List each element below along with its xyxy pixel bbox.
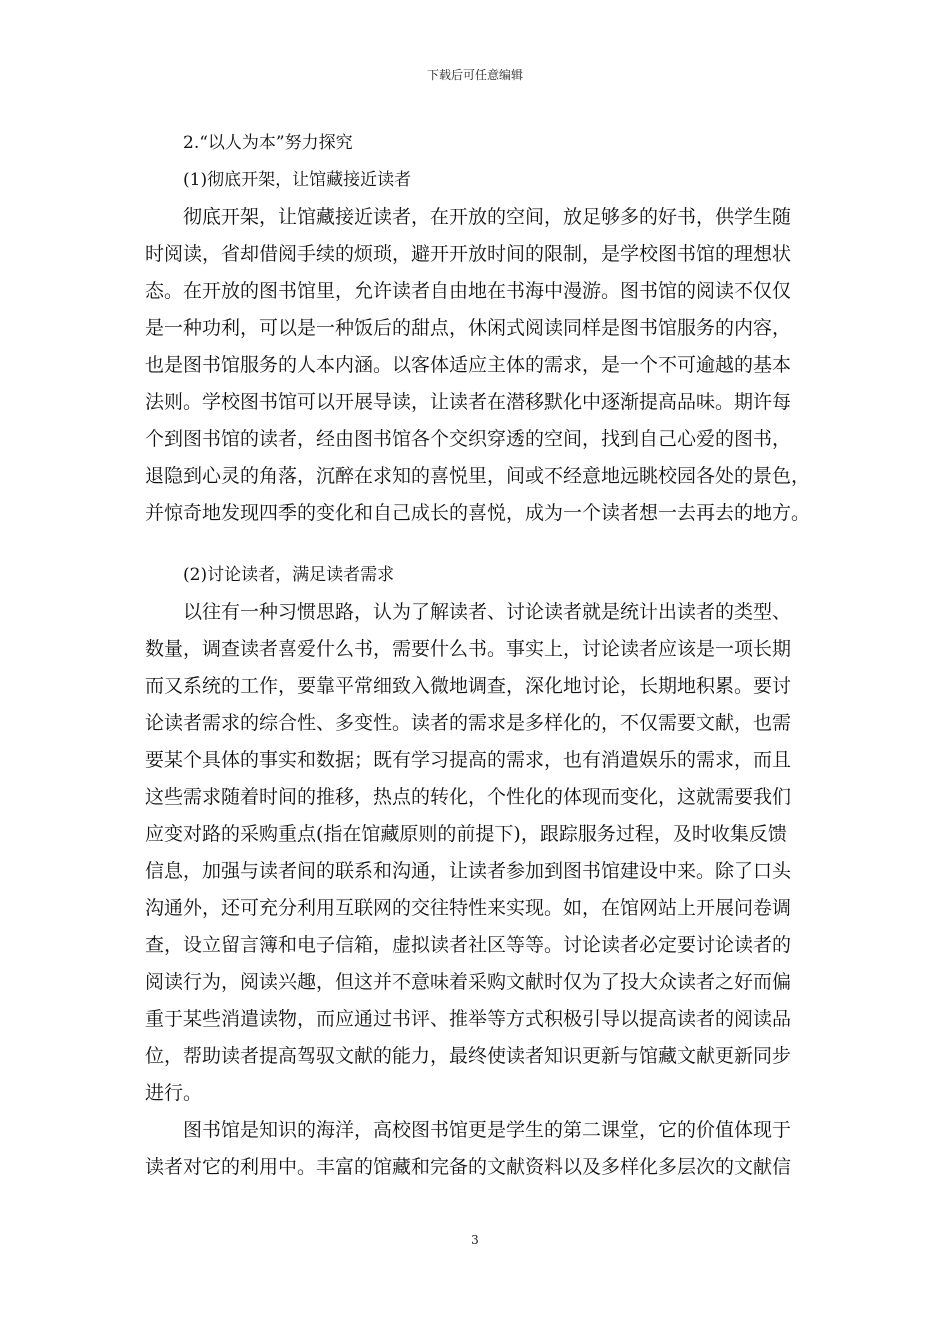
paragraph-line: 论读者需求的综合性、多变性。读者的需求是多样化的，不仅需要文献，也需 — [145, 712, 792, 734]
paragraph-line: 要某个具体的事实和数据；既有学习提高的需求，也有消遣娱乐的需求，而且 — [145, 749, 792, 771]
section-spacer — [145, 532, 809, 557]
paragraph-reader-research — [145, 594, 809, 1112]
paragraph-line: 信息，加强与读者间的联系和沟通，让读者参加到图书馆建设中来。除了口头 — [145, 860, 792, 882]
paragraph-line: 个到图书馆的读者，经由图书馆各个交织穿透的空间，找到自己心爱的图书， — [145, 428, 792, 450]
paragraph-line: 态。在开放的图书馆里，允许读者自由地在书海中漫游。图书馆的阅读不仅仅 — [145, 280, 792, 302]
paragraph-line: 退隐到心灵的角落，沉醉在求知的喜悦里，间或不经意地远眺校园各处的景色， — [145, 465, 811, 487]
paragraph-line: 是一种功利，可以是一种饭后的甜点，休闲式阅读同样是图书馆服务的内容， — [145, 317, 792, 339]
paragraph-line: 这些需求随着时间的推移，热点的转化，个性化的体现而变化，这就需要我们 — [145, 786, 792, 808]
section-heading: 2.“以人为本”努力探究 — [183, 133, 353, 153]
paragraph-line: 重于某些消遣读物，而应通过书评、推举等方式积极引导以提高读者的阅读品 — [145, 1008, 792, 1030]
paragraph-line: 应变对路的采购重点(指在馆藏原则的前提下)，跟踪服务过程，及时收集反馈 — [145, 823, 787, 845]
page-header-note: 下载后可任意编辑 — [426, 68, 523, 82]
page-number: 3 — [471, 1233, 479, 1247]
paragraph-line: 而又系统的工作，要靠平常细致入微地调查，深化地讨论，长期地积累。要讨 — [145, 675, 792, 697]
paragraph-line: 并惊奇地发现四季的变化和自己成长的喜悦，成为一个读者想一去再去的地方。 — [145, 502, 811, 524]
subsection-heading-1: (1)彻底开架，让馆藏接近读者 — [183, 170, 412, 190]
paragraph-line: 阅读行为，阅读兴趣，但这并不意味着采购文献时仅为了投大众读者之好而偏 — [145, 971, 792, 993]
paragraph-open-shelves — [145, 199, 809, 532]
paragraph-line: 查，设立留言簿和电子信箱，虚拟读者社区等等。讨论读者必定要讨论读者的 — [145, 934, 792, 956]
paragraph-line: 时阅读，省却借阅手续的烦琐，避开开放时间的限制，是学校图书馆的理想状 — [145, 243, 792, 265]
paragraph-line: 读者对它的利用中。丰富的馆藏和完备的文献资料以及多样化多层次的文献信 — [145, 1156, 792, 1178]
paragraph-line: 也是图书馆服务的人本内涵。以客体适应主体的需求，是一个不可逾越的基本 — [145, 354, 792, 376]
paragraph-line: 数量，调查读者喜爱什么书，需要什么书。事实上，讨论读者应该是一项长期 — [145, 638, 792, 660]
paragraph-line: 彻底开架，让馆藏接近读者，在开放的空间，放足够多的好书，供学生随 — [183, 206, 792, 228]
paragraph-library-value — [145, 1112, 809, 1186]
paragraph-line: 沟通外，还可充分利用互联网的交往特性来实现。如，在馆网站上开展问卷调 — [145, 897, 792, 919]
paragraph-line: 位，帮助读者提高驾驭文献的能力，最终使读者知识更新与馆藏文献更新同步 — [145, 1045, 792, 1067]
paragraph-line: 图书馆是知识的海洋，高校图书馆更是学生的第二课堂，它的价值体现于 — [183, 1119, 792, 1141]
paragraph-line: 进行。 — [145, 1082, 203, 1104]
document-body — [145, 125, 809, 1186]
subsection-heading-2: (2)讨论读者，满足读者需求 — [183, 565, 395, 585]
paragraph-line: 以往有一种习惯思路，认为了解读者、讨论读者就是统计出读者的类型、 — [183, 601, 792, 623]
paragraph-line: 法则。学校图书馆可以开展导读，让读者在潜移默化中逐渐提高品味。期许每 — [145, 391, 792, 413]
